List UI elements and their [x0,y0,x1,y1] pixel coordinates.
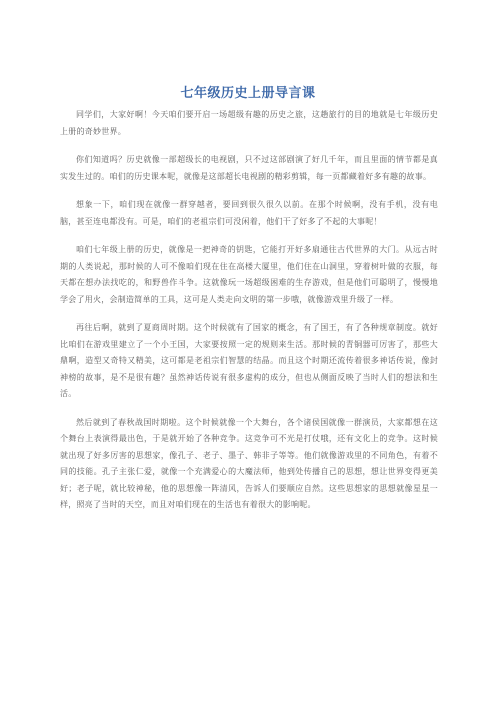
paragraph-3: 想象一下，咱们现在就像一群穿越者，要回到很久很久以前。在那个时候啊，没有手机，没有电脑，甚至连电都没有。可是，咱们的老祖宗们可没闲着，他们干了好多了不起的大事呢！ [60,200,438,226]
document-title: 七年级历史上册导言课 [180,86,316,101]
paragraph-4: 咱们七年级上册的历史，就像是一把神奇的钥匙，它能打开好多扇通往古代世界的大门。从远古时期的人类说起，那时候的人可不像咱们现在住在高楼大厦里，他们住在山洞里，穿着树叶做的衣服，每天都在想办法找吃的，和野兽作斗争。这就像玩一场超级困难的生存游戏，但是他们可聪明了，慢慢地学会了用火，会制造简单的工具，这可是人类走向文明的第一步哦，就像游戏里升级了一样。 [60,245,438,304]
paragraph-6: 然后就到了春秋战国时期啦。这个时候就像一个大舞台，各个诸侯国就像一群演员，大家都想在这个舞台上表演得最出色，于是就开始了各种竞争。这竞争可不光是打仗哦，还有文化上的竞争。这时候就出现了好多厉害的思想家，像孔子、老子、墨子、韩非子等等。他们就像游戏里的不同角色，有着不同的技能。孔子主张仁爱，就像一个充满爱心的大魔法师，他到处传播自己的思想，想让世界变得更美好；老子呢，就比较神秘，他的思想像一阵清风，告诉人们要顺应自然。这些思想家的思想就像星星一样，照亮了当时的天空，而且对咱们现在的生活也有着很大的影响呢。 [60,417,438,509]
paragraph-2: 你们知道吗？历史就像一部超级长的电视剧，只不过这部剧演了好几千年，而且里面的情节都是真实发生过的。咱们的历史课本呢，就像是这部超长电视剧的精彩剪辑，每一页都藏着好多有趣的故事。 [60,155,438,181]
document-body [60,107,438,526]
paragraph-1: 同学们，大家好啊！今天咱们要开启一场超级有趣的历史之旅，这趟旅行的目的地就是七年级历史上册的奇妙世界。 [60,110,438,136]
paragraph-5: 再往后啊，就到了夏商周时期。这个时候就有了国家的概念，有了国王，有了各种规章制度。就好比咱们在游戏里建立了一个小王国，大家要按照一定的规则来生活。那时候的青铜器可厉害了，那些大鼎啊，造型又奇特又精美，这可都是老祖宗们智慧的结晶。而且这个时期还流传着很多神话传说，像封神榜的故事，是不是很有趣？虽然神话传说有很多虚构的成分，但也从侧面反映了当时人们的想法和生活。 [60,323,438,398]
